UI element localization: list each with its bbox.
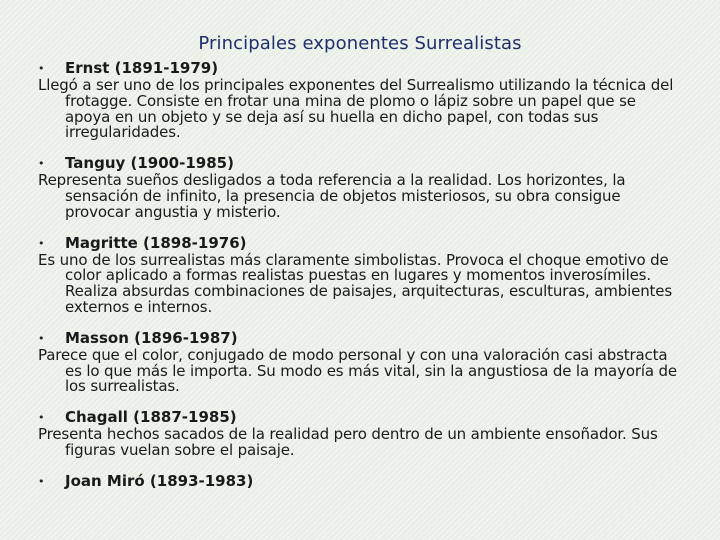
artist-entry-masson [38, 329, 678, 395]
artist-name: Ernst (1891-1979) [65, 59, 219, 77]
bullet-icon: • [38, 474, 45, 488]
artist-description: Parece que el color, conjugado de modo personal y con una valoración casi abstracta es lo que más le importa. Su modo es más vital, sin la angustiosa de la mayoría de los surrealistas. [38, 345, 678, 396]
artist-description: Presenta hechos sacados de la realidad pero dentro de un ambiente ensoñador. Sus figuras vuelan sobre el paisaje. [38, 425, 658, 459]
artist-entry-miro [38, 472, 678, 491]
bullet-icon: • [38, 236, 45, 250]
artist-list [38, 59, 678, 504]
artist-heading [38, 329, 678, 348]
artist-heading [38, 472, 678, 491]
bullet-icon: • [38, 157, 45, 171]
artist-name: Masson (1896-1987) [65, 328, 238, 347]
artist-description: Representa sueños desligados a toda referencia a la realidad. Los horizontes, la sensación de infinito, la presencia de objetos misteriosos, su obra consigue provocar angustia y misterio. [38, 171, 626, 221]
artist-entry-tanguy [38, 154, 678, 220]
artist-description: Es uno de los surrealistas más claramente simbolistas. Provoca el choque emotivo de color aplicado a formas realistas puestas en lugares y momentos inverosímiles. Realiza absurdas combinaciones de paisajes, arquitecturas, esculturas, ambientes externos e internos. [38, 250, 673, 316]
artist-heading [38, 234, 678, 253]
artist-name: Tanguy (1900-1985) [65, 154, 234, 173]
artist-heading [38, 408, 678, 427]
artist-name: Joan Miró (1893-1983) [65, 471, 254, 490]
slide-title: Principales exponentes Surrealistas [198, 33, 522, 54]
bullet-icon: • [38, 331, 45, 345]
bullet-icon: • [38, 411, 45, 425]
artist-name: Chagall (1887-1985) [65, 408, 237, 427]
artist-description: Llegó a ser uno de los principales exponentes del Surrealismo utilizando la técnica del frotagge. Consiste en frotar una mina de plomo o lápiz sobre un papel que se apoya en un objeto y se deja así su huella en dicho papel, con todas sus irregularidades. [38, 76, 674, 142]
artist-entry-magritte [38, 234, 678, 316]
bullet-icon: • [38, 62, 45, 75]
artist-entry-ernst [38, 59, 678, 141]
artist-name: Magritte (1898-1976) [65, 233, 247, 252]
artist-heading [38, 59, 678, 78]
artist-heading [38, 154, 678, 173]
artist-entry-chagall [38, 408, 678, 459]
